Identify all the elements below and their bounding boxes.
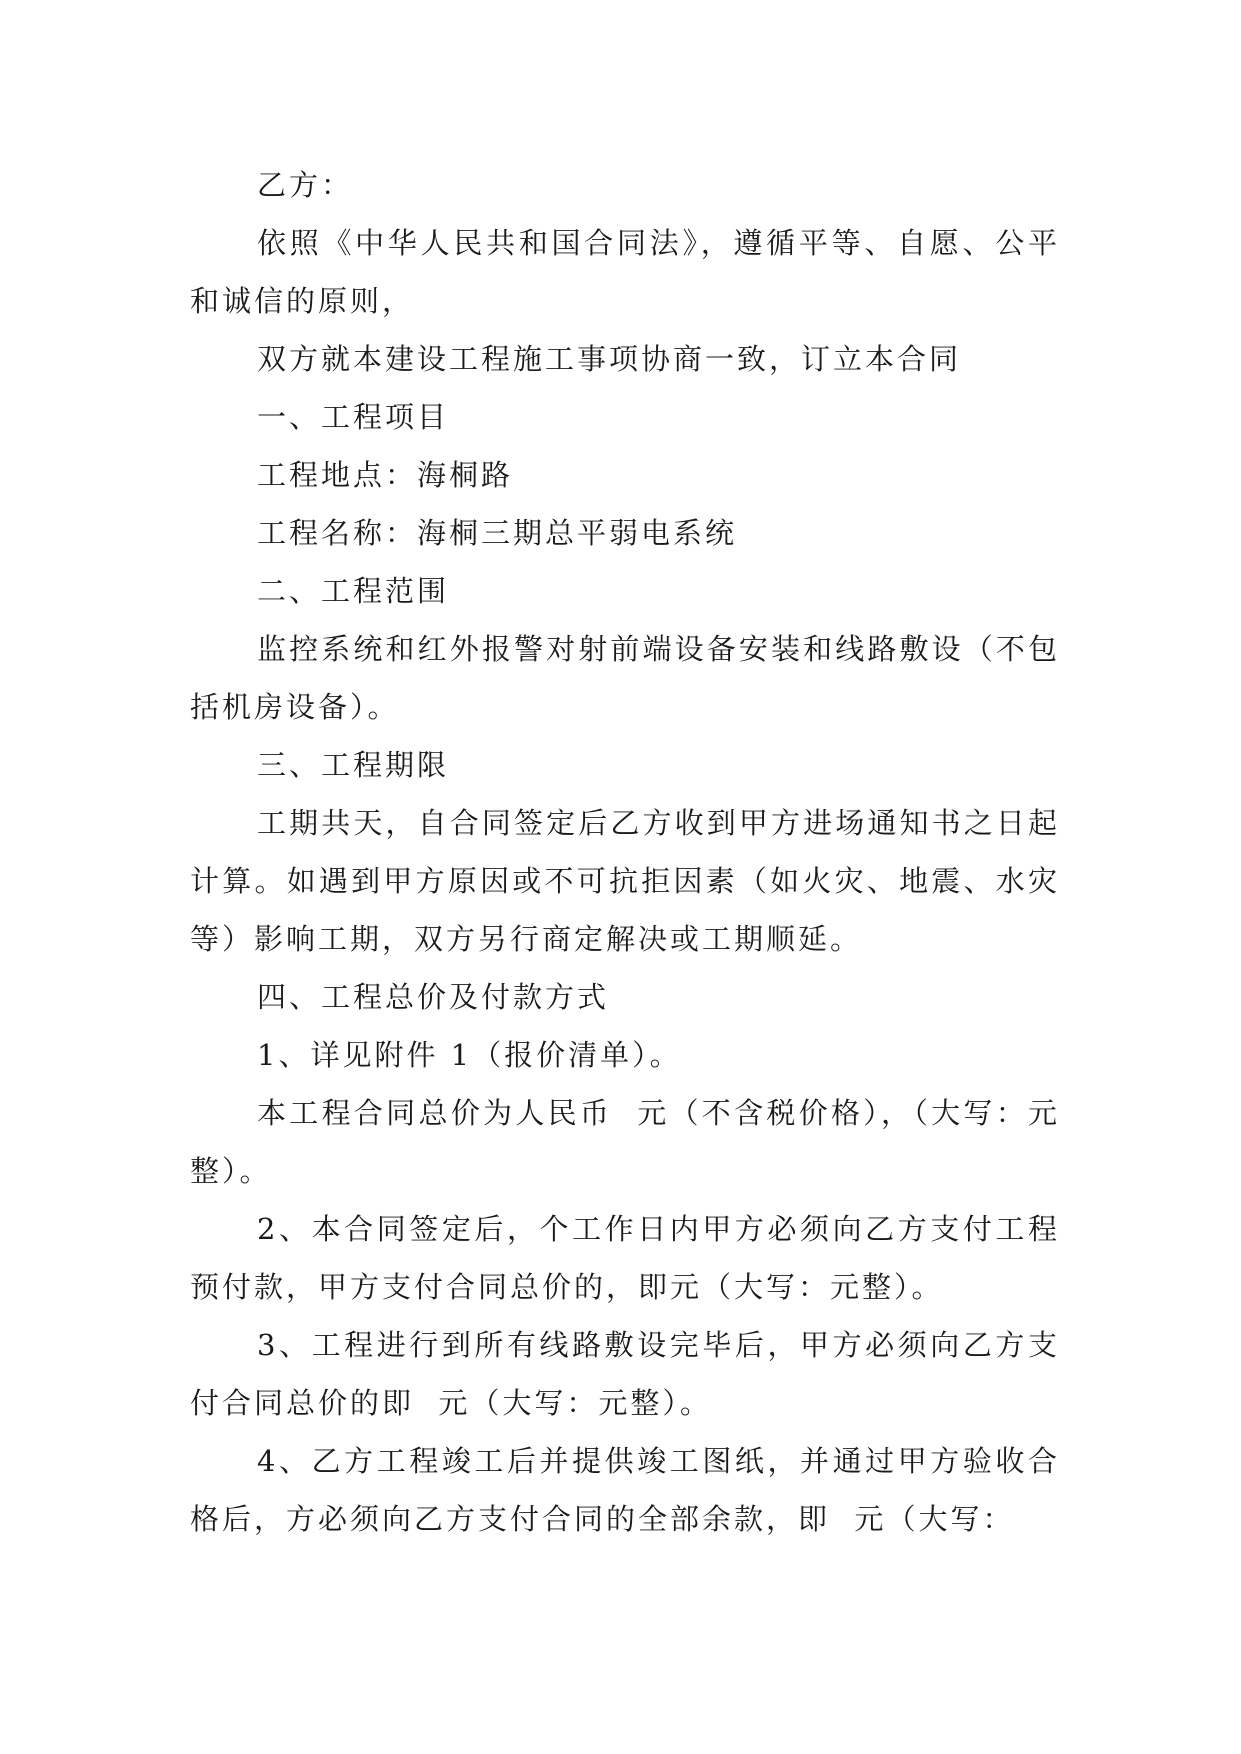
payment-item-4: 4、乙方工程竣工后并提供竣工图纸，并通过甲方验收合格后，方必须向乙方支付合同的全部余款，即 元（大写：: [190, 1444, 1060, 1536]
project-name: 工程名称：海桐三期总平弱电系统: [257, 516, 738, 550]
section-heading-scope: 二、工程范围: [257, 574, 450, 608]
payment-item-1: 1、详见附件 1（报价清单）。: [257, 1038, 682, 1072]
document-body: [190, 156, 1060, 1548]
section-heading-price: 四、工程总价及付款方式: [257, 980, 610, 1014]
scope-paragraph: 监控系统和红外报警对射前端设备安装和线路敷设（不包括机房设备）。: [190, 632, 1060, 724]
payment-item-2: 2、本合同签定后，个工作日内甲方必须向乙方支付工程预付款，甲方支付合同总价的，即元（大写：元整）。: [190, 1212, 1060, 1304]
party-b-line: 乙方：: [257, 168, 354, 202]
section-heading-period: 三、工程期限: [257, 748, 450, 782]
preamble-paragraph: 依照《中华人民共和国合同法》，遵循平等、自愿、公平和诚信的原则，: [190, 226, 1060, 318]
section-heading-project: 一、工程项目: [257, 400, 450, 434]
total-price-paragraph: 本工程合同总价为人民币 元（不含税价格），（大写：元整）。: [190, 1096, 1060, 1188]
agreement-paragraph: 双方就本建设工程施工事项协商一致，订立本合同: [257, 342, 962, 376]
project-location: 工程地点：海桐路: [257, 458, 514, 492]
payment-item-3: 3、工程进行到所有线路敷设完毕后，甲方必须向乙方支付合同总价的即 元（大写：元整）。: [190, 1328, 1060, 1420]
period-paragraph: 工期共天，自合同签定后乙方收到甲方进场通知书之日起计算。如遇到甲方原因或不可抗拒因素（如火灾、地震、水灾等）影响工期，双方另行商定解决或工期顺延。: [190, 806, 1060, 956]
